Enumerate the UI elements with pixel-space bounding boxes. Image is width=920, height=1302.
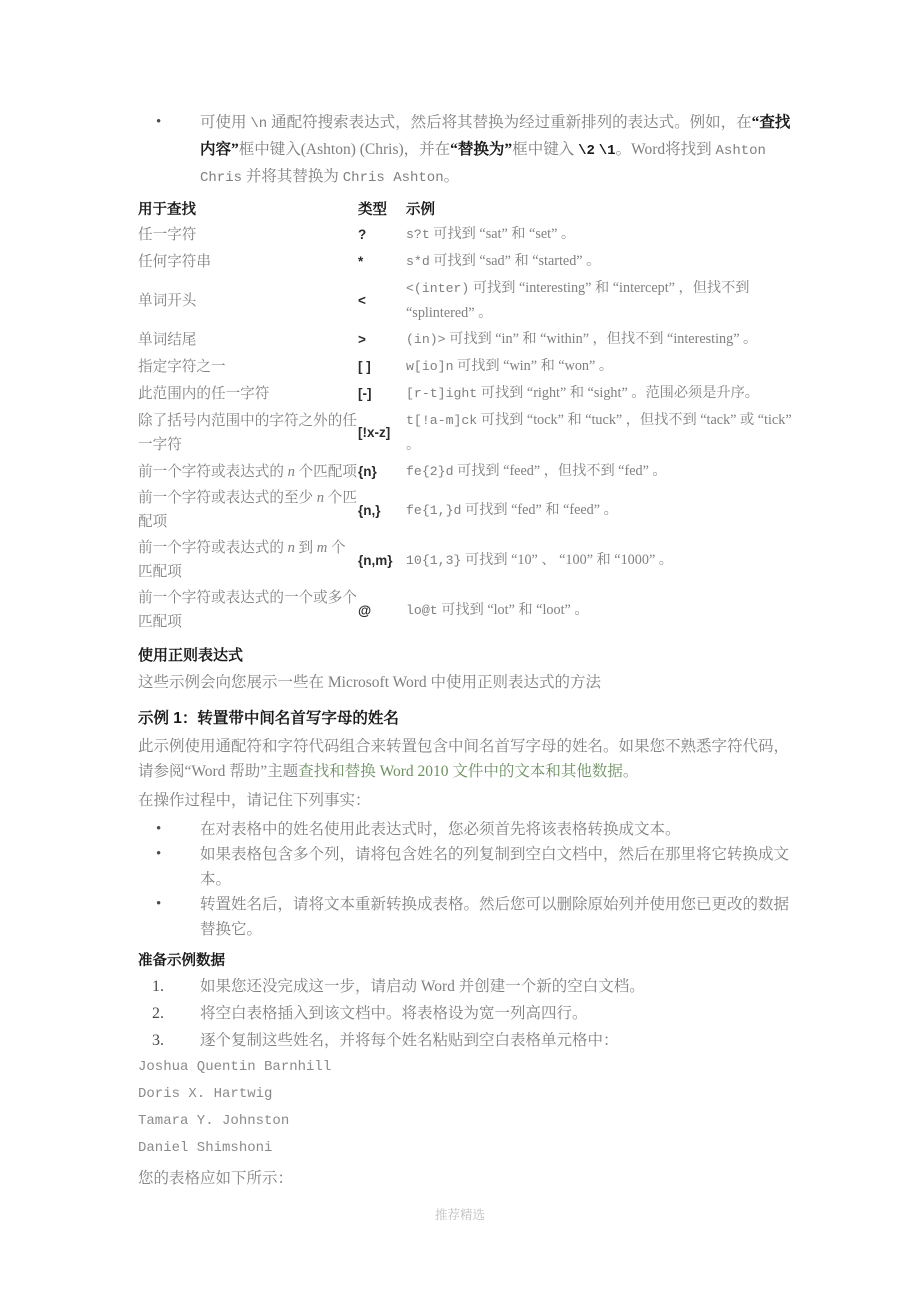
example-code: lo@t (406, 602, 438, 618)
prepare-steps-list (138, 973, 792, 1054)
step-text: 逐个复制这些姓名，并将每个姓名粘贴到空白表格单元格中： (200, 1032, 619, 1049)
step-text: 如果您还没完成这一步，请启动 Word 并创建一个新的空白文档。 (200, 978, 645, 995)
text-fragment: 。 (622, 763, 639, 780)
cell-example (406, 221, 792, 248)
example-text: 可找到 “interesting” 和 “intercept” ，但找不到 “splintered” 。 (406, 280, 750, 321)
step-number: 2. (152, 1005, 164, 1022)
cell-example (406, 458, 792, 485)
code-fragment: \n (250, 116, 268, 132)
cell-description: 此范围内的任一字符 (138, 385, 270, 402)
text-fragment: 个匹配项 (294, 463, 357, 480)
example-text: 可找到 “10” 、 “100” 和 “1000” 。 (461, 551, 673, 568)
example-code: [r-t]ight (406, 386, 478, 401)
text-fragment: 前一个字符或表达式的 (138, 540, 288, 556)
table-head (138, 197, 792, 221)
cell-type: < (358, 293, 366, 308)
sample-name: Daniel Shimshoni (138, 1140, 273, 1156)
bullet-marker: • (156, 846, 162, 862)
table-row (138, 585, 792, 635)
text-fragment: 并将其替换为 (242, 168, 343, 185)
text-fragment: 。Word (615, 141, 666, 158)
bullet-marker: • (156, 896, 162, 912)
text-fragment: 个匹配项 (138, 540, 346, 580)
variable-n: n (287, 540, 295, 556)
facts-bullet-text: 在对表格中的姓名使用此表达式时，您必须首先将该表格转换成文本。 (200, 821, 681, 838)
cell-type: > (358, 332, 366, 347)
step-text: 将空白表格插入到该文档中。将表格设为宽一列高四行。 (200, 1005, 588, 1022)
example-text: 可找到 “sad” 和 “started” 。 (429, 253, 601, 269)
document-content (138, 110, 792, 1191)
cell-example (406, 353, 792, 380)
example-code: fe{1,}d (406, 502, 462, 518)
cell-type: * (358, 254, 364, 269)
table-row (138, 485, 792, 535)
table-row (138, 248, 792, 275)
example-text: 可找到 “feed” ，但找不到 “fed” 。 (453, 463, 667, 479)
cell-type: [!x-z] (358, 425, 391, 440)
example1-paragraph (138, 734, 792, 784)
cell-description: 单词开头 (138, 292, 197, 309)
cell-description: 单词结尾 (138, 331, 197, 348)
example-code: t[!a-m]ck (406, 413, 478, 428)
help-topic-link[interactable]: 查找和替换 Word 2010 文件中的文本和其他数据 (298, 763, 623, 780)
cell-type: @ (358, 602, 372, 618)
column-header-type: 类型 (358, 202, 387, 218)
text-fragment: 个匹配项 (138, 490, 357, 530)
text-fragment: 框中键入(Ashton) (Chris)，并在 (238, 141, 451, 158)
example-code: <(inter) (406, 281, 470, 296)
text-fragment: 前一个字符或表达式的 (138, 463, 288, 480)
table-row (138, 535, 792, 585)
list-item (138, 892, 792, 942)
cell-type: ? (358, 227, 367, 242)
table-row (138, 407, 792, 458)
cell-description (138, 535, 358, 585)
example-text: 可找到 “fed” 和 “feed” 。 (461, 501, 618, 518)
example-code: fe{2}d (406, 464, 454, 479)
text-fragment: 到 (294, 540, 317, 556)
code-fragment: \2 (578, 143, 595, 159)
code-fragment: \1 (598, 143, 616, 159)
variable-n: n (287, 463, 295, 480)
example1-paragraph-2: 在操作过程中，请记住下列事实： (138, 792, 371, 809)
code-fragment: Chris Ashton (342, 170, 444, 186)
table-row (138, 458, 792, 485)
table-row (138, 353, 792, 380)
table-body (138, 221, 792, 635)
cell-example (406, 485, 792, 535)
text-fragment: 将找到 (665, 141, 716, 158)
closing-paragraph: 您的表格应如下所示： (138, 1170, 294, 1187)
example-text: 可找到 “lot” 和 “loot” 。 (437, 601, 589, 618)
list-item (138, 817, 792, 842)
page-footer: 推荐精选 (434, 1208, 485, 1222)
cell-description: 前一个字符或表达式的一个或多个匹配项 (138, 590, 357, 630)
list-item (138, 110, 792, 191)
sample-name: Tamara Y. Johnston (138, 1113, 290, 1129)
list-item (138, 1027, 792, 1054)
cell-description: 任何字符串 (138, 253, 211, 270)
cell-type: {n,} (358, 502, 381, 518)
facts-bullet-text: 如果表格包含多个列，请将包含姓名的列复制到空白文档中，然后在那里将它转换成文本。 (200, 846, 790, 888)
section-heading-example-1: 示例 1：转置带中间名首写字母的姓名 (138, 710, 399, 727)
table-row (138, 221, 792, 248)
text-fragment: 通配符搜索表达式，然后将其替换为经过重新排列的表达式。例如，在 (267, 114, 752, 131)
table-row (138, 275, 792, 326)
cell-description (138, 458, 358, 485)
example-code: s?t (406, 227, 430, 242)
list-item (138, 973, 792, 1000)
cell-example (406, 248, 792, 275)
cell-type: {n,m} (358, 552, 393, 568)
cell-description (138, 485, 358, 535)
cell-example (406, 535, 792, 585)
text-fragment: 此示例使用通配符和字符代码组合来转置包含中间名首写字母的姓名。如果您不熟悉字符代码，请参阅“Word 帮助”主题 (138, 738, 790, 780)
example-text: 可找到 “in” 和 “within” ，但找不到 “interesting” 。 (445, 331, 758, 347)
cell-example (406, 380, 792, 407)
cell-example (406, 326, 792, 353)
cell-description: 任一字符 (138, 226, 197, 243)
example-text: 可找到 “tock” 和 “tuck” ，但找不到 “tack” 或 “tick” 。 (406, 412, 792, 453)
example-code: (in)> (406, 332, 446, 347)
text-fragment: 框中键入 (512, 141, 579, 158)
table-row (138, 326, 792, 353)
list-item (138, 842, 792, 892)
code-fragment: Ashton Chris (200, 143, 766, 186)
sample-name: Doris X. Hartwig (138, 1086, 273, 1102)
example-code: 10{1,3} (406, 552, 462, 568)
variable-m: m (316, 540, 328, 556)
sample-name: Joshua Quentin Barnhill (138, 1059, 332, 1075)
wildcard-reference-table (138, 197, 792, 635)
replace-with-label: “替换为” (450, 141, 513, 158)
cell-description: 除了括号内范围中的字符之外的任一字符 (138, 412, 357, 453)
table-header-row (138, 197, 792, 221)
text-fragment: 前一个字符或表达式的至少 (138, 490, 317, 506)
cell-example (406, 275, 792, 326)
step-number: 1. (152, 978, 164, 995)
facts-bullet-list (138, 817, 792, 942)
section-heading-prepare-data: 准备示例数据 (138, 953, 225, 969)
cell-type: {n} (358, 464, 377, 479)
cell-type: [ ] (358, 359, 371, 374)
bullet-marker: • (156, 114, 162, 130)
example-code: w[io]n (406, 359, 454, 374)
cell-description: 指定字符之一 (138, 358, 226, 375)
text-fragment: 。 (443, 168, 460, 185)
facts-bullet-text: 转置姓名后，请将文本重新转换成表格。然后您可以删除原始列并使用您已更改的数据 替换它。 (200, 896, 790, 938)
column-header-example: 示例 (406, 202, 435, 218)
column-header-find: 用于查找 (138, 202, 196, 218)
find-what-label: “查找内容” (200, 114, 791, 158)
step-number: 3. (152, 1032, 164, 1049)
example-code: s*d (406, 254, 430, 269)
variable-n: n (316, 490, 325, 506)
cell-example (406, 585, 792, 635)
intro-bullet-list (138, 110, 792, 191)
section1-body: 这些示例会向您展示一些在 Microsoft Word 中使用正则表达式的方法 (138, 674, 602, 691)
cell-type: [-] (358, 386, 372, 401)
section-heading-using-regex: 使用正则表达式 (138, 647, 244, 664)
example-text: 可找到 “sat” 和 “set” 。 (429, 226, 576, 242)
bullet-marker: • (156, 821, 162, 837)
example-text: 可找到 “win” 和 “won” 。 (453, 358, 614, 374)
example-text: 可找到 “right” 和 “sight” 。范围必须是升序。 (477, 385, 759, 401)
table-row (138, 380, 792, 407)
text-fragment: 可使用 (200, 114, 251, 131)
intro-bullet-text (200, 114, 790, 185)
list-item (138, 1000, 792, 1027)
cell-example (406, 407, 792, 458)
